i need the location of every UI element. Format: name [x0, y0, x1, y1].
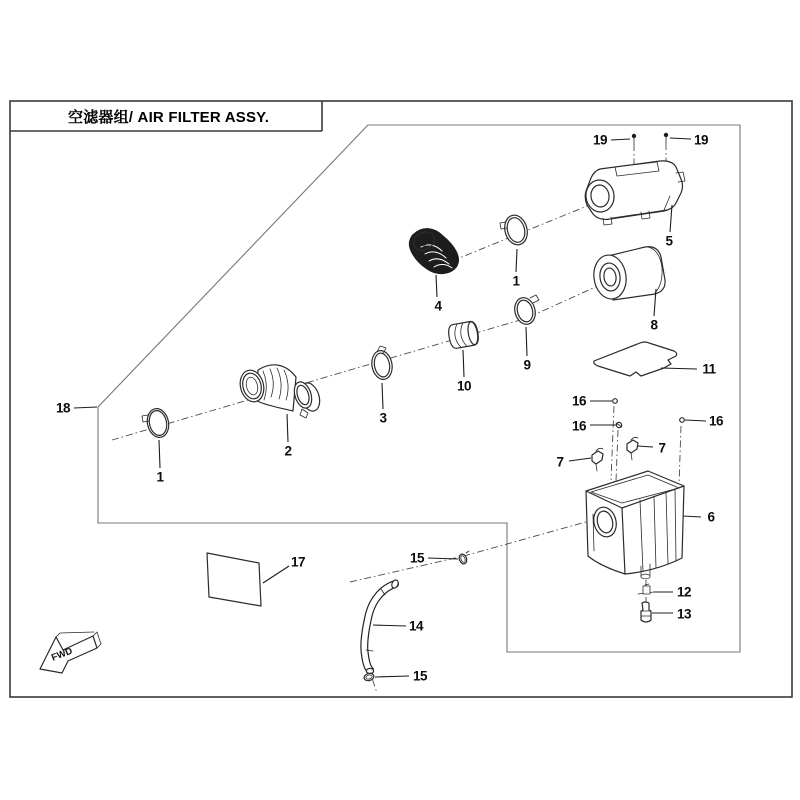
leader-line-19 — [611, 139, 630, 140]
part-3-clamp — [370, 346, 395, 381]
callout-6: 6 — [707, 509, 715, 525]
callout-8: 8 — [650, 317, 658, 333]
leader-line-16 — [685, 420, 706, 421]
part-15-clamps — [363, 551, 469, 682]
callout-5: 5 — [665, 233, 673, 249]
part-11-drawing — [594, 342, 677, 376]
page-title: 空滤器组/ AIR FILTER ASSY. — [68, 108, 270, 126]
part-5-drawing — [584, 161, 685, 225]
callout-18: 18 — [55, 400, 71, 416]
fwd-label: FWD — [50, 645, 75, 664]
leader-line-19 — [670, 138, 691, 139]
leader-line-15 — [375, 676, 409, 677]
leader-line-2 — [287, 414, 288, 442]
callout-13: 13 — [676, 606, 692, 622]
leader-line-14 — [373, 625, 406, 626]
part-1-upper-clamp — [500, 213, 531, 248]
part-19-screws — [632, 133, 668, 144]
callout-16: 16 — [708, 413, 724, 429]
leader-line-11 — [661, 368, 697, 369]
leader-line-10 — [463, 350, 464, 377]
leader-line-7 — [637, 446, 653, 447]
leader-line-9 — [526, 327, 527, 356]
callout-10: 10 — [456, 378, 472, 394]
callout-4: 4 — [434, 298, 442, 314]
leader-line-7 — [569, 458, 591, 461]
title-bar — [10, 101, 322, 131]
leader-line-17 — [263, 566, 289, 583]
callout-2: 2 — [284, 443, 292, 459]
part-1-lower-clamp — [142, 407, 171, 440]
leader-line-4 — [436, 275, 437, 297]
callout-7: 7 — [658, 440, 666, 456]
leader-line-18 — [74, 407, 97, 408]
part-7-clips — [592, 437, 638, 471]
part-6-drawing — [586, 471, 684, 579]
callout-3: 3 — [379, 410, 387, 426]
part-2-drawing — [237, 365, 323, 418]
callout-7: 7 — [556, 454, 564, 470]
part-9-clamp — [512, 295, 539, 327]
leader-line-6 — [683, 516, 701, 517]
part-17-drawing — [207, 553, 261, 606]
leader-line-1 — [159, 440, 160, 468]
callout-17: 17 — [290, 554, 306, 570]
callout-15: 15 — [412, 668, 428, 684]
leader-line-1 — [516, 249, 517, 272]
callout-15: 15 — [409, 550, 425, 566]
callout-19: 19 — [592, 132, 608, 148]
part-16-screws — [613, 399, 685, 428]
callout-16: 16 — [571, 418, 587, 434]
callout-1: 1 — [156, 469, 164, 485]
callout-11: 11 — [702, 361, 716, 377]
part-14-drawing — [364, 579, 399, 674]
fwd-arrow — [40, 632, 101, 673]
callout-19: 19 — [693, 132, 709, 148]
callout-9: 9 — [523, 357, 531, 373]
part-10-drawing — [447, 321, 480, 350]
callout-12: 12 — [676, 584, 692, 600]
callout-16: 16 — [571, 393, 587, 409]
part-13-drawing — [641, 602, 651, 622]
callout-14: 14 — [408, 618, 424, 634]
part-8-drawing — [591, 247, 665, 301]
leader-line-3 — [382, 383, 383, 409]
axis-lines — [112, 143, 681, 693]
part-4-drawing — [409, 228, 458, 273]
callout-1: 1 — [512, 273, 520, 289]
